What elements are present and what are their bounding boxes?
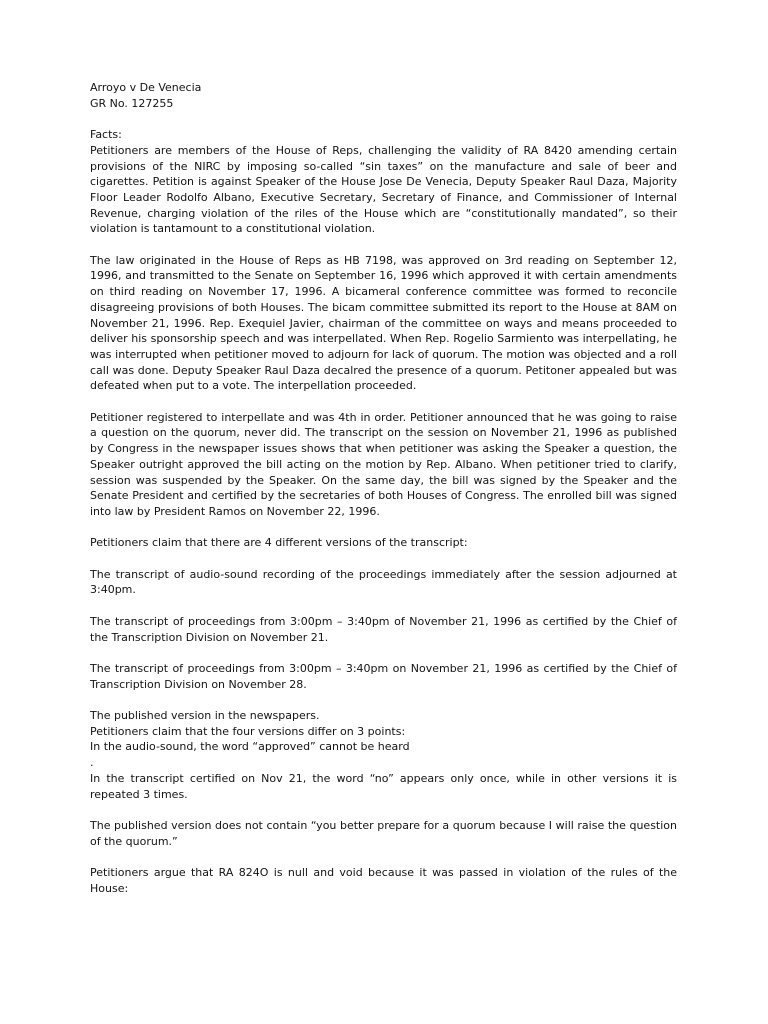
paragraph-version-nov28: The transcript of proceedings from 3:00pm – 3:40pm on November 21, 1996 as certified by the Chief of Transcription Division on November 28. <box>90 661 677 691</box>
spacer <box>90 394 677 410</box>
paragraph-version-nov21: The transcript of proceedings from 3:00pm – 3:40pm of November 21, 1996 as certified by the Chief of the Transcription Division on November 21. <box>90 614 677 644</box>
line-differ-points: Petitioners claim that the four versions differ on 3 points: <box>90 724 406 738</box>
case-title: Arroyo v De Venecia <box>90 81 202 94</box>
spacer <box>90 598 677 614</box>
line-published-version: The published version in the newspapers. <box>90 709 320 722</box>
document-page <box>90 80 677 896</box>
spacer <box>90 802 677 818</box>
paragraph-null-void: Petitioners argue that RA 824O is null and void because it was passed in violation of the rules of the House: <box>90 866 677 895</box>
stray-period: . <box>90 756 94 770</box>
spacer <box>90 551 677 567</box>
spacer <box>90 692 677 708</box>
line-audio-approved: In the audio-sound, the word “approved” cannot be heard <box>90 740 410 754</box>
spacer <box>90 520 677 536</box>
paragraph-interpellation: Petitioner registered to interpellate and was 4th in order. Petitioner announced that he was going to raise a question on the quorum, never did. The transcript on the session on November 21, 1996 as published by Congress in the newspaper issues shows that when petitioner was asking the Speaker a question, the Speaker outright approved the bill acting on the motion by Rep. Albano. When petitioner tried to clarify, session was suspended by the Speaker. On the same day, the bill was signed by the Speaker and the Senate President and certified by the secretaries of both Houses of Congress. The enrolled bill was signed into law by President Ramos on November 22, 1996. <box>90 410 677 518</box>
spacer <box>90 237 677 253</box>
paragraph-law-origin: The law originated in the House of Reps as HB 7198, was approved on 3rd reading on September 12, 1996, and transmitted to the Senate on September 16, 1996 which approved it with certain amendments on third reading on November 17, 1996. A bicameral conference committee was formed to reconcile disagreeing provisions of both Houses. The bicam committee submitted its report to the House at 8AM on November 21, 1996. Rep. Exequiel Javier, chairman of the committee on ways and means proceeded to deliver his sponsorship speech and was interpellated. When Rep. Rogelio Sarmiento was interpellating, he was interrupted when petitioner moved to adjourn for lack of quorum. The motion was objected and a roll call was done. Deputy Speaker Raul Daza decalred the presence of a quorum. Petitoner appealed but was defeated when put to a vote. The interpellation proceeded. <box>90 253 677 393</box>
paragraph-petitioners-intro: Petitioners are members of the House of Reps, challenging the validity of RA 8420 amending certain provisions of the NIRC by imposing so-called “sin taxes” on the manufacture and sale of beer and cigarettes. Petition is against Speaker of the House Jose De Venecia, Deputy Speaker Raul Daza, Majority Floor Leader Rodolfo Albano, Executive Secretary, Secretary of Finance, and Commissioner of Internal Revenue, charging violation of the riles of the House which are “constitutionally mandated”, so their violation is tantamount to a constitutional violation. <box>90 143 677 236</box>
facts-heading: Facts: <box>90 128 122 142</box>
paragraph-word-no: In the transcript certified on Nov 21, the word “no” appears only once, while in other versions it is repeated 3 times. <box>90 771 677 801</box>
spacer <box>90 111 677 127</box>
paragraph-versions-claim: Petitioners claim that there are 4 different versions of the transcript: <box>90 536 468 550</box>
spacer <box>90 849 677 865</box>
paragraph-version-audio: The transcript of audio-sound recording of the proceedings immediately after the session adjourned at 3:40pm. <box>90 567 677 597</box>
gr-number: GR No. 127255 <box>90 96 174 110</box>
paragraph-published-quorum: The published version does not contain “you better prepare for a quorum because I will raise the question of the quorum.” <box>90 818 677 848</box>
spacer <box>90 645 677 661</box>
